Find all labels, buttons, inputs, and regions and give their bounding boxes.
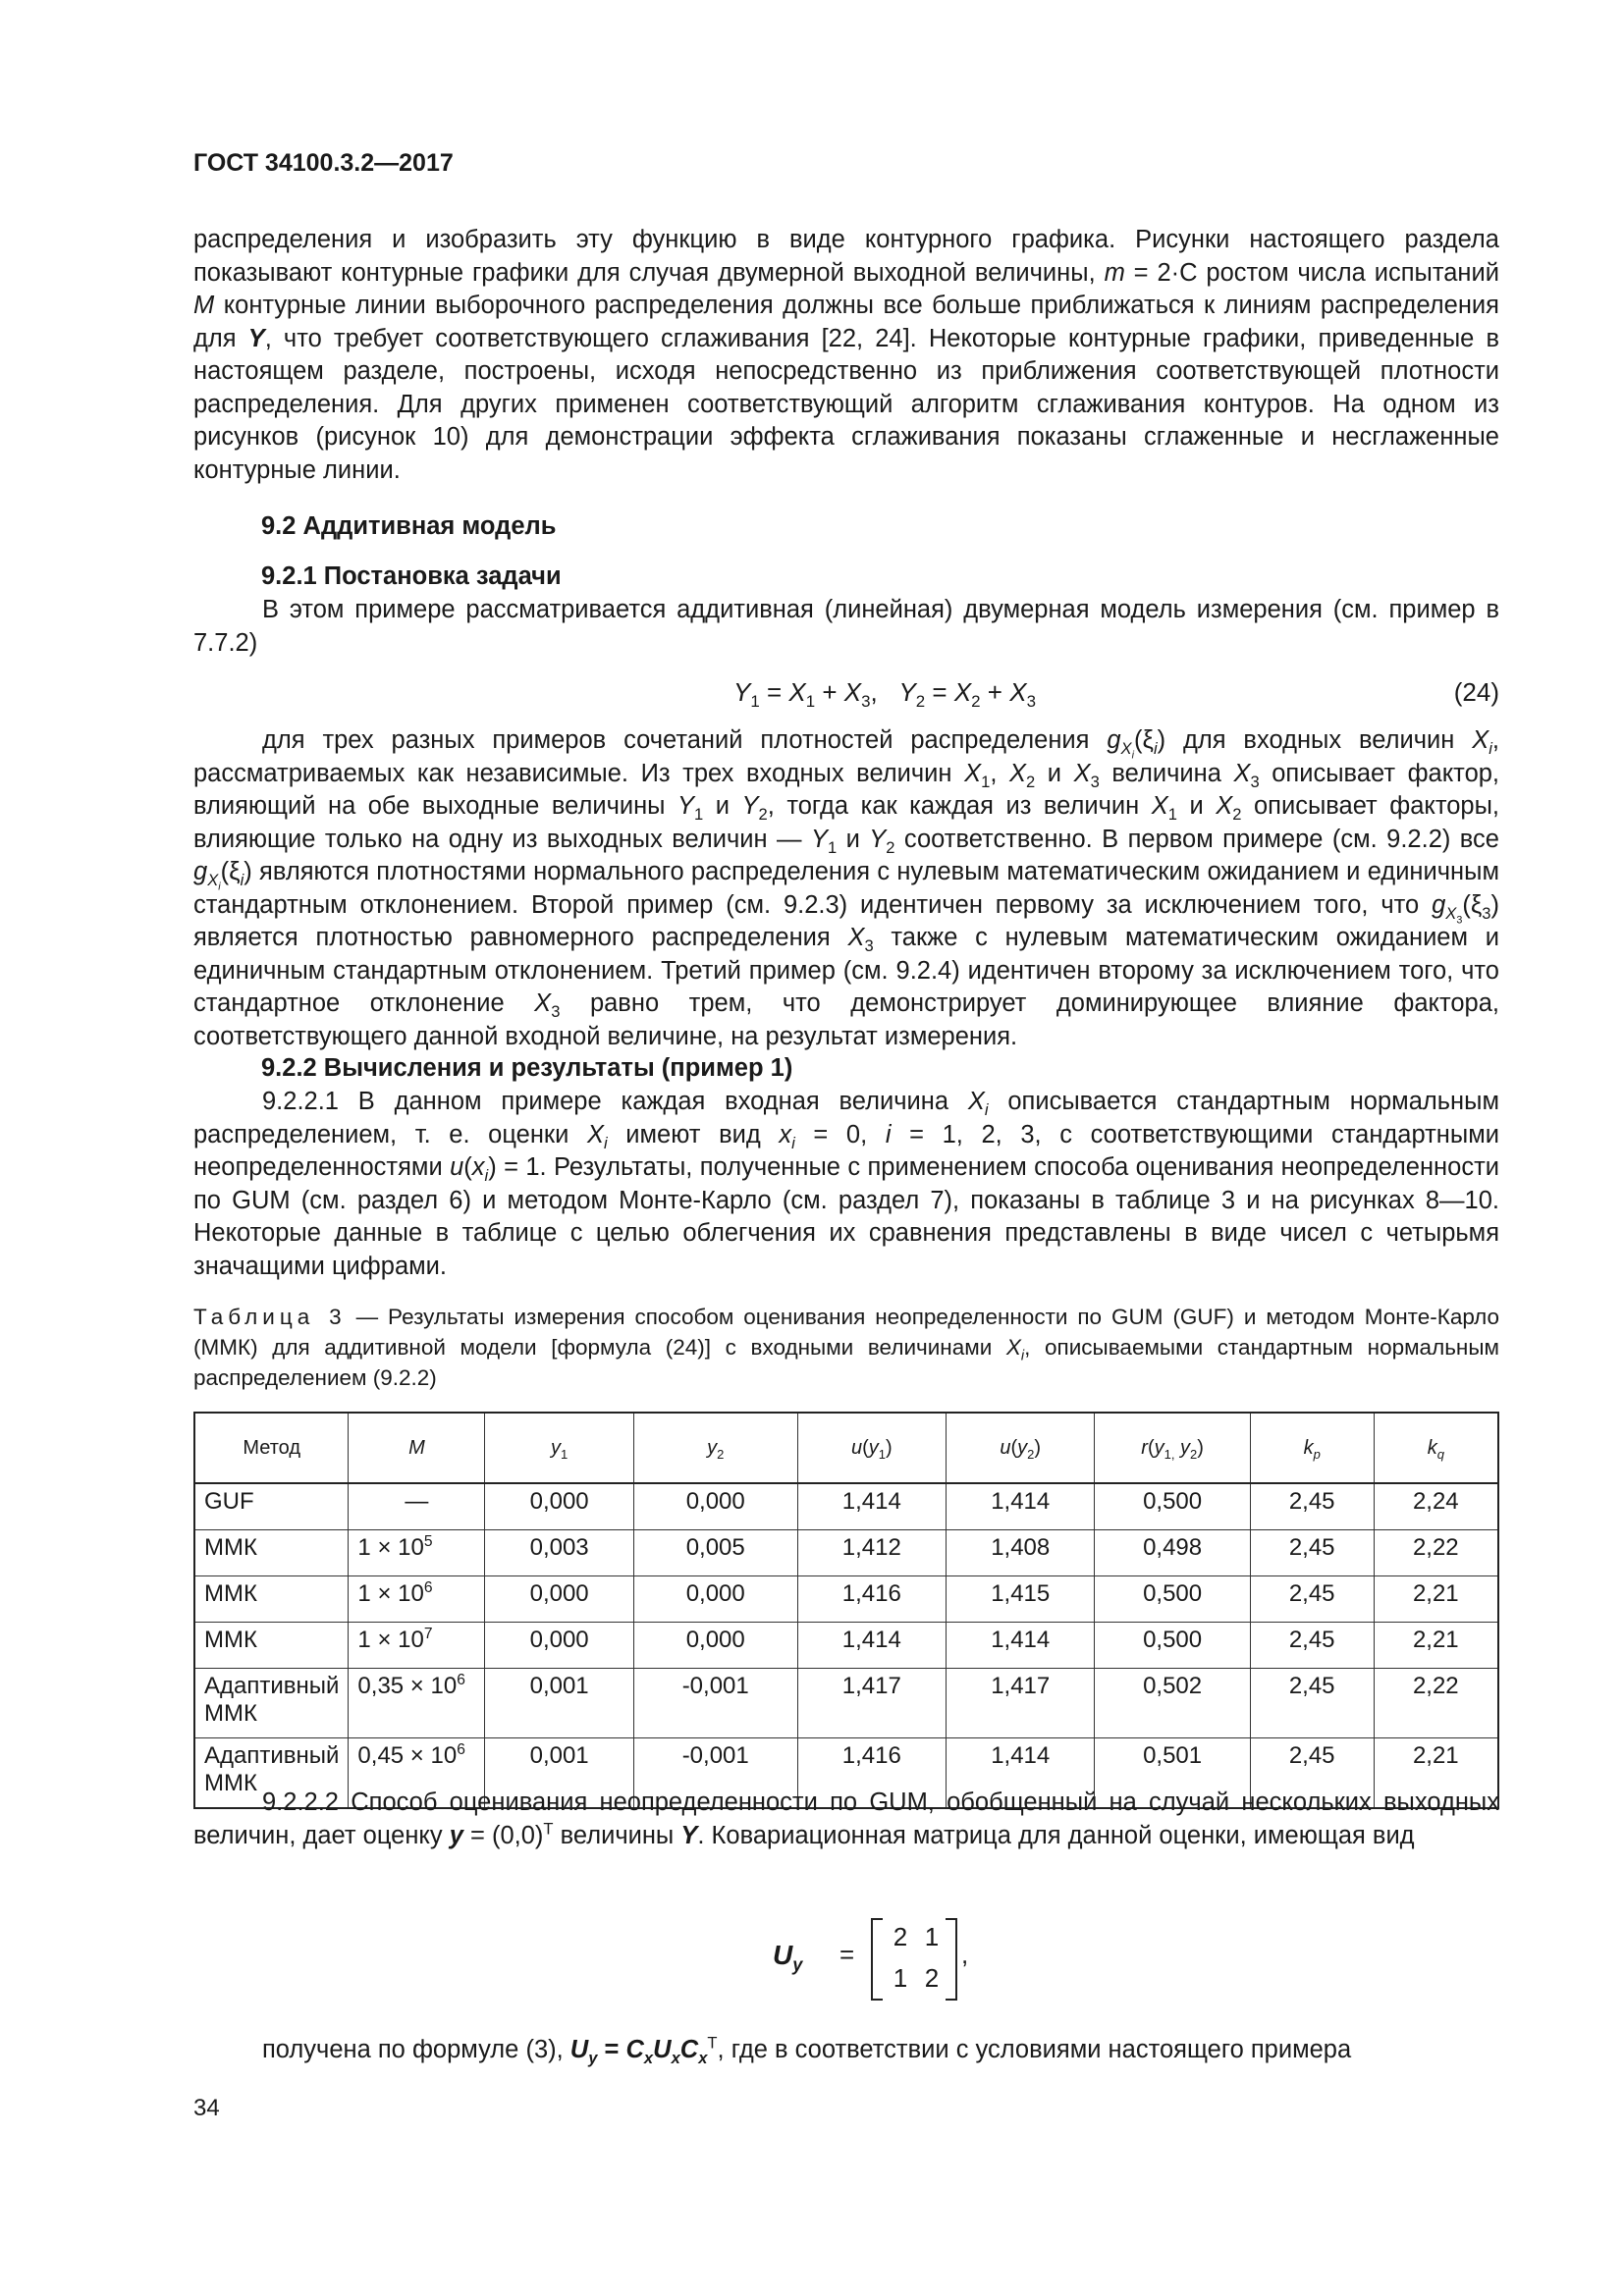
- cell-kp: 2,45: [1250, 1483, 1374, 1530]
- cell-r: 0,498: [1095, 1530, 1250, 1576]
- cell-y2: 0,000: [633, 1576, 797, 1623]
- cell-kq: 2,21: [1374, 1738, 1498, 1809]
- table-row: [194, 1576, 1498, 1623]
- table-header-row: [194, 1413, 1498, 1483]
- cell-kq: 2,22: [1374, 1530, 1498, 1576]
- cell-y1: 0,000: [485, 1483, 633, 1530]
- page-number: 34: [193, 2095, 220, 2121]
- cell-y2: 0,000: [633, 1483, 797, 1530]
- matrix-cell: 1: [893, 1963, 908, 1993]
- column-header-y1: $y_1$: [485, 1413, 633, 1483]
- cell-kp: 2,45: [1250, 1738, 1374, 1809]
- problem-statement-paragraph: В этом примере рассматривается аддитивная (линейная) двумерная модель измерения (см. пример в 7.7.2): [193, 596, 1499, 657]
- matrix-cell: 2: [893, 1922, 908, 1951]
- paragraph-9-2-2-2: 9.2.2.2 Способ оценивания неопределенности по GUM, обобщенный на случай нескольких выходных величин, дает оценку $y = (0,0)^T$ величины Y. Ковариационная матрица для данной оценки, имеющая вид: [193, 1789, 1499, 1849]
- cell-kq: 2,22: [1374, 1669, 1498, 1738]
- cell-r: 0,500: [1095, 1483, 1250, 1530]
- matrix-label: $U_y$: [773, 1940, 803, 1975]
- cell-u-y2: 1,414: [947, 1623, 1095, 1669]
- cell-y2: 0,000: [633, 1623, 797, 1669]
- cell-kq: 2,24: [1374, 1483, 1498, 1530]
- right-bracket: [946, 1918, 957, 2001]
- cell-u-y2: 1,414: [947, 1738, 1095, 1809]
- cell-y1: 0,003: [485, 1530, 633, 1576]
- equation-number: (24): [1453, 677, 1499, 707]
- cell-kq: 2,21: [1374, 1623, 1498, 1669]
- paragraph-9-2-2-1: 9.2.2.1 В данном примере каждая входная величина $X_i$ описывается стандартным нормальным распределением, т. е. оценки $X_i$ имеют вид $x_i = 0$, i = 1, 2, 3, с соответствующими стандартными неопределенностями $u(x_i) = 1$. Результаты, полученные с применением способа оценивания неопределенности по GUM (см. раздел 6) и методом Монте-Карло (см. раздел 7), показаны в таблице 3 и на рисунках 8—10. Некоторые данные в таблице с целью облегчения их сравнения представлены в виде чисел с четырьмя значащими цифрами.: [193, 1088, 1499, 1280]
- final-line: получена по формуле (3), $U_y = C_xU_xC_x^T$, где в соответствии с условиями настоящего примера: [262, 2033, 1352, 2068]
- table-row: [194, 1669, 1498, 1738]
- cell-y1: 0,000: [485, 1623, 633, 1669]
- intro-paragraph: распределения и изобразить эту функцию в виде контурного графика. Рисунки настоящего раздела показывают контурные графики для случая двумерной выходной величины, m = 2·С ростом числа испытаний M контурные линии выборочного распределения должны все больше приближаться к линиям распределения для Y, что требует соответствующего сглаживания [22, 24]. Некоторые контурные графики, приведенные в настоящем разделе, построены, исходя непосредственно из приближения соответствующей плотности распределения. Для других применен соответствующий алгоритм сглаживания контуров. На одном из рисунков (рисунок 10) для демонстрации эффекта сглаживания показаны сглаженные и несглаженные контурные линии.: [193, 226, 1500, 484]
- cell-kp: 2,45: [1250, 1669, 1374, 1738]
- cell-u-y1: 1,416: [797, 1576, 946, 1623]
- cell-M: —: [349, 1483, 485, 1530]
- cell-method: ММК: [194, 1623, 349, 1669]
- cell-kp: 2,45: [1250, 1623, 1374, 1669]
- column-header-r: $r(y_{1,}$ $y_2$): [1095, 1413, 1250, 1483]
- cell-method: GUF: [194, 1483, 349, 1530]
- results-table: [193, 1412, 1499, 1809]
- matrix-cell: 1: [924, 1922, 940, 1951]
- cell-r: 0,500: [1095, 1576, 1250, 1623]
- table-row: [194, 1483, 1498, 1530]
- column-header-y2: $y_2$: [633, 1413, 797, 1483]
- cell-method: ММК: [194, 1576, 349, 1623]
- cell-u-y1: 1,414: [797, 1483, 946, 1530]
- cell-u-y2: 1,414: [947, 1483, 1095, 1530]
- cell-u-y1: 1,417: [797, 1669, 946, 1738]
- table-caption: Таблица 3 — Результаты измерения способом оценивания неопределенности по GUM (GUF) и методом Монте-Карло (ММК) для аддитивной модели [формула (24)] с входными величинами $X_i$, описываемыми стандартным нормальным распределением (9.2.2): [193, 1305, 1499, 1390]
- equation-24-formula: $Y_1 = X_1 + X_3$, $Y_2 = X_2 + X_3$: [733, 677, 1036, 712]
- cell-u-y2: 1,415: [947, 1576, 1095, 1623]
- cell-u-y2: 1,417: [947, 1669, 1095, 1738]
- cell-r: 0,502: [1095, 1669, 1250, 1738]
- cell-r: 0,501: [1095, 1738, 1250, 1809]
- cell-method: ММК: [194, 1530, 349, 1576]
- cell-r: 0,500: [1095, 1623, 1250, 1669]
- cell-u-y1: 1,414: [797, 1623, 946, 1669]
- left-bracket: [871, 1918, 883, 2001]
- table-row: [194, 1623, 1498, 1669]
- cell-kp: 2,45: [1250, 1576, 1374, 1623]
- cell-y2: -0,001: [633, 1669, 797, 1738]
- cell-y2: 0,005: [633, 1530, 797, 1576]
- column-header-kq: $k_q$: [1374, 1413, 1498, 1483]
- cell-M: $0,35 \times 10^6$: [349, 1669, 485, 1738]
- section-heading-9-2-2: 9.2.2 Вычисления и результаты (пример 1): [261, 1054, 793, 1082]
- cell-y1: 0,000: [485, 1576, 633, 1623]
- page-header: ГОСТ 34100.3.2—2017: [193, 149, 454, 177]
- cell-method: Адаптивный ММК: [194, 1669, 349, 1738]
- equals-sign: =: [839, 1940, 855, 1969]
- column-header-u-y1: $u(y_1)$: [797, 1413, 946, 1483]
- cell-M: $0,45 \times 10^6$: [349, 1738, 485, 1809]
- cell-y1: 0,001: [485, 1738, 633, 1809]
- cell-M: $1 \times 10^6$: [349, 1576, 485, 1623]
- cell-M: $1 \times 10^7$: [349, 1623, 485, 1669]
- cell-kq: 2,21: [1374, 1576, 1498, 1623]
- cell-M: $1 \times 10^5$: [349, 1530, 485, 1576]
- cell-u-y1: 1,416: [797, 1738, 946, 1809]
- column-header-kp: $k_p$: [1250, 1413, 1374, 1483]
- matrix-cell: 2: [924, 1963, 940, 1993]
- density-combinations-paragraph: для трех разных примеров сочетаний плотностей распределения $g_{X_i}(\xi_i)$ для входных величин $X_i$, рассматриваемых как независимые. Из трех входных величин $X_1$, $X_2$ и $X_3$ величина $X_3$ описывает фактор, влияющий на обе выходные величины $Y_1$ и $Y_2$, тогда как каждая из величин $X_1$ и $X_2$ описывает факторы, влияющие только на одну из выходных величин — $Y_1$ и $Y_2$ соответственно. В первом примере (см. 9.2.2) все $g_{X_i}(\xi_i)$ являются плотностями нормального распределения с нулевым математическим ожиданием и единичным стандартным отклонением. Второй пример (см. 9.2.3) идентичен первому за исключением того, что $g_{X_3}(\xi_3)$ является плотностью равномерного распределения $X_3$ также с нулевым математическим ожиданием и единичным стандартным отклонением. Третий пример (см. 9.2.4) идентичен второму за исключением того, что стандартное отклонение $X_3$ равно трем, что демонстрирует доминирующее влияние фактора, соответствующего данной входной величине, на результат измерения.: [193, 726, 1500, 1050]
- cell-kp: 2,45: [1250, 1530, 1374, 1576]
- cell-y2: -0,001: [633, 1738, 797, 1809]
- column-header-method: Метод: [194, 1413, 349, 1483]
- column-header-M: M: [349, 1413, 485, 1483]
- cell-method: Адаптивный ММК: [194, 1738, 349, 1809]
- cell-u-y1: 1,412: [797, 1530, 946, 1576]
- matrix-comma: ,: [961, 1940, 969, 1969]
- section-heading-9-2: 9.2 Аддитивная модель: [261, 512, 557, 540]
- cell-y1: 0,001: [485, 1669, 633, 1738]
- table-row: [194, 1530, 1498, 1576]
- column-header-u-y2: $u(y_2)$: [947, 1413, 1095, 1483]
- cell-u-y2: 1,408: [947, 1530, 1095, 1576]
- section-heading-9-2-1: 9.2.1 Постановка задачи: [261, 562, 562, 590]
